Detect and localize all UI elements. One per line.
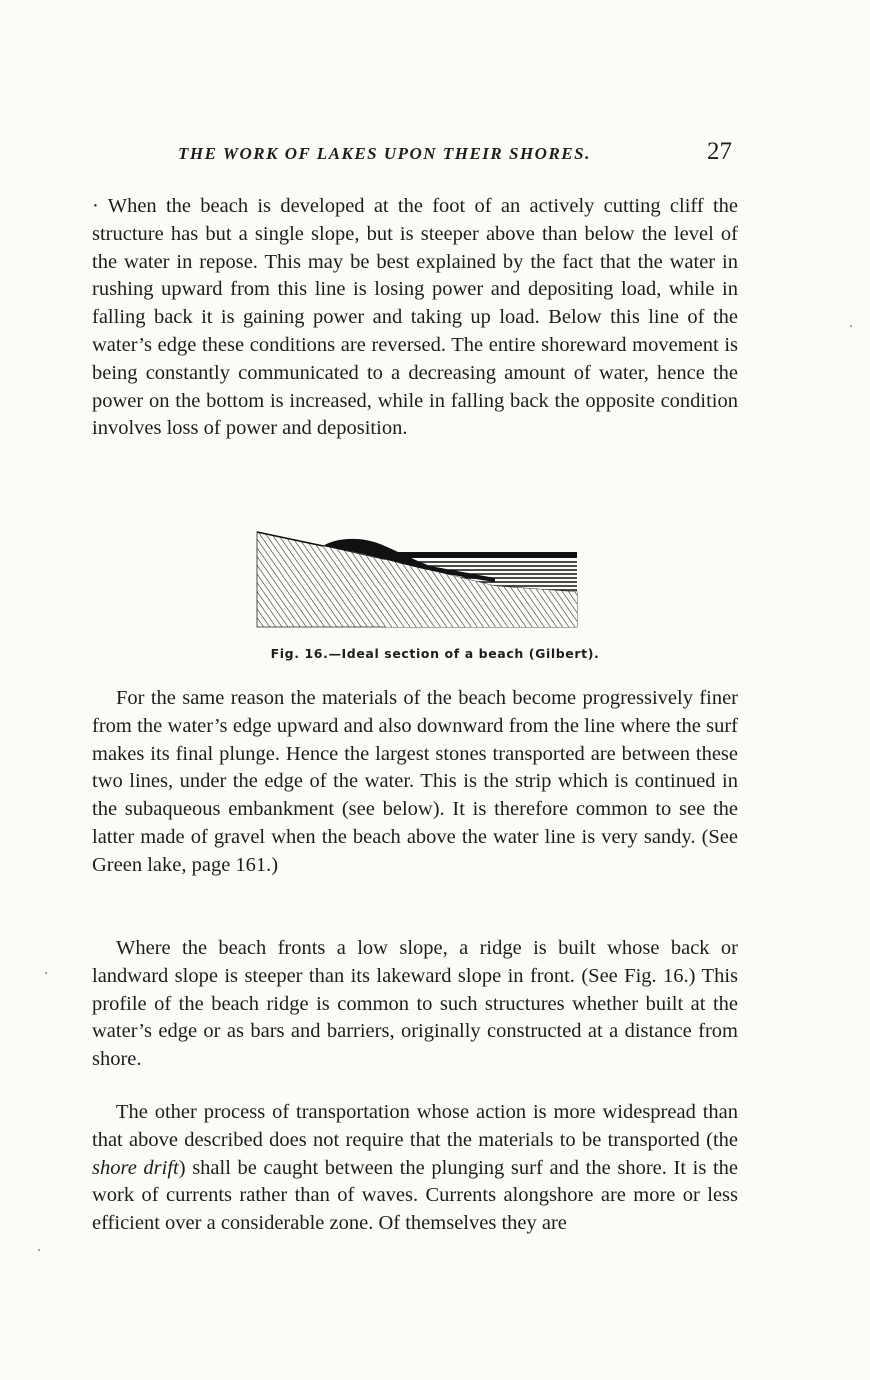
page-number: 27 xyxy=(707,138,732,165)
paragraph-low-slope xyxy=(92,935,738,1074)
paragraph-shore-drift-text-a: The other process of transportation whose action is more widespread than that above described does not require that the materials to be transported (the xyxy=(92,1101,738,1151)
shore-drift-term: shore drift xyxy=(92,1156,179,1179)
paragraph-materials-text: For the same reason the materials of the beach become progressively finer from the water’s edge upward and also downward from the line where the surf makes its final plunge. Hence the largest stones transported are between these two lines, under the edge of the water. This is the strip which is continued in the subaqueous embankment (see below). It is therefore common to see the latter made of gravel when the beach above the water line is very sandy. (See Green lake, page 161.) xyxy=(92,687,738,876)
paragraph-beach-slope: · When the beach is developed at the foot of an actively cutting cliff the structure has but a single slope, but is steeper above than below the level of the water in repose. This may be best explained by the fact that the water in rushing upward from this line is losing power and depositing load, while in falling back it is gaining power and taking up load. Below this line of the water’s edge these conditions are reversed. The entire shoreward movement is being constantly communicated to a decreasing amount of water, hence the power on the bottom is increased, while in falling back the opposite condition involves loss of power and deposition. xyxy=(92,195,738,440)
beach-section-figure xyxy=(255,528,579,630)
paragraph-shore-drift xyxy=(92,1099,738,1238)
page-header xyxy=(92,138,742,172)
paragraph-low-slope-text: Where the beach fronts a low slope, a ridge is built whose back or landward slope is steeper than its lakeward slope in front. (See Fig. 16.) This profile of the beach ridge is common to such structures whether built at the water’s edge or as bars and barriers, originally constructed at a distance from shore. xyxy=(92,937,738,1071)
running-title: THE WORK OF LAKES UPON THEIR SHORES. xyxy=(178,144,591,163)
figure-caption: Fig. 16.—Ideal section of a beach (Gilbert). xyxy=(270,646,600,661)
paragraph-materials xyxy=(92,685,738,880)
paper-speck xyxy=(38,1249,40,1251)
paper-speck xyxy=(45,972,47,974)
paper-speck xyxy=(850,325,852,327)
paragraph-shore-drift-text-b: ) shall be caught between the plunging surf and the shore. It is the work of currents rather than of waves. Currents alongshore are more or less efficient over a considerable zone. Of themselves they are xyxy=(92,1156,739,1235)
